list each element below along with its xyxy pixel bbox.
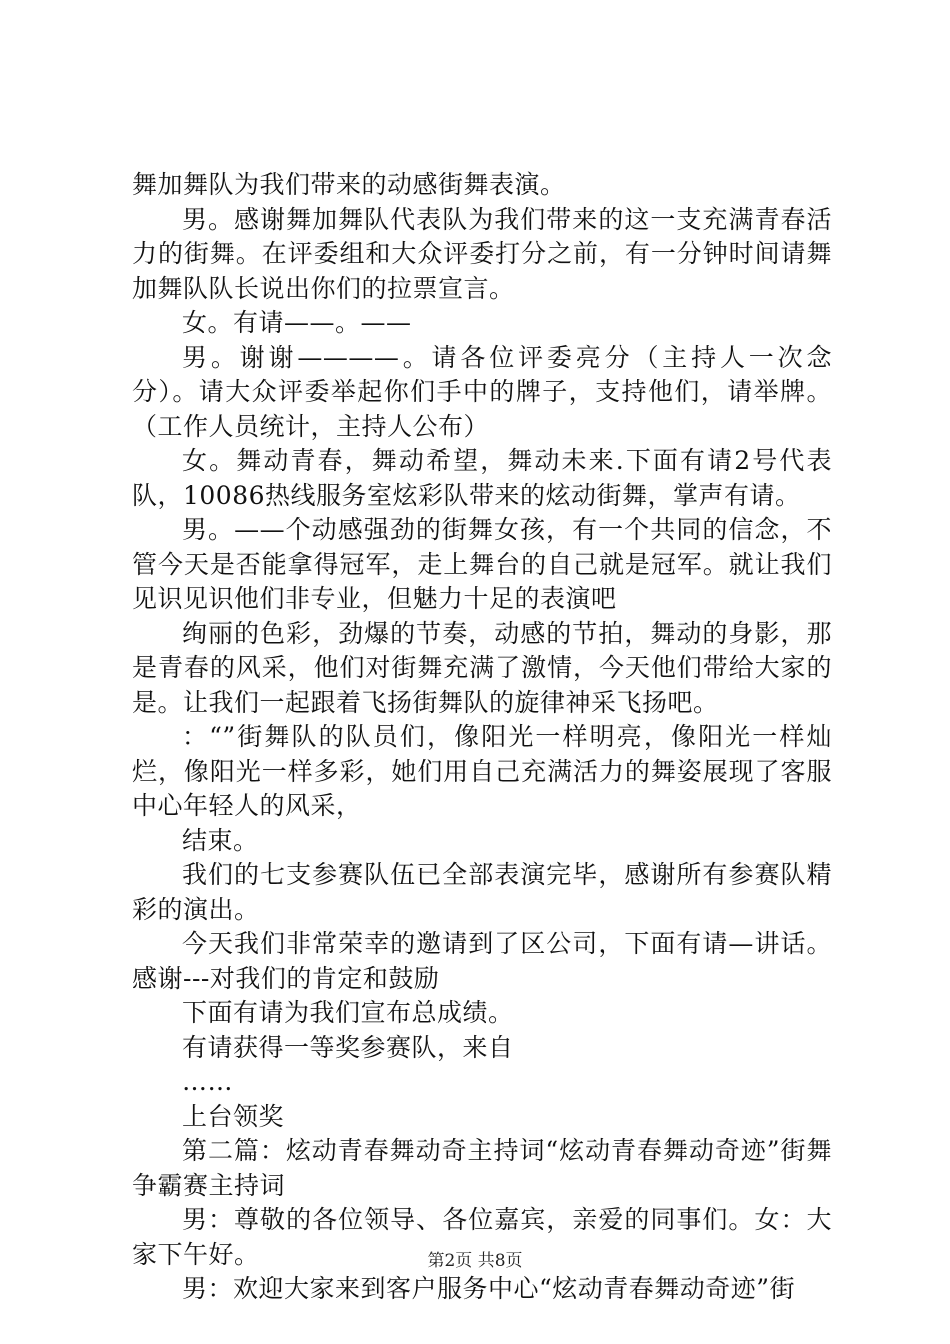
paragraph: 女。有请——。——	[182, 308, 412, 337]
paragraph: 男。——个动感强劲的街舞女孩，有一个共同的信念，不管今天是否能拿得冠军，走上舞台的自己就是冠军。就让我们见识见识他们非专业，但魅力十足的表演吧	[132, 515, 832, 613]
paragraph: 男：尊敬的各位领导、各位嘉宾，亲爱的同事们。女：大家下午好。	[132, 1205, 832, 1269]
document-body	[132, 168, 832, 1307]
paragraph: 第二篇：炫动青春舞动奇主持词“炫动青春舞动奇迹”街舞争霸赛主持词	[132, 1136, 832, 1200]
paragraph: ：“”街舞队的队员们，像阳光一样明亮，像阳光一样灿烂，像阳光一样多彩，她们用自己充满活力的舞姿展现了客服中心年轻人的风采，	[132, 722, 832, 820]
paragraph: 男。谢谢————。请各位评委亮分（主持人一次念分）。请大众评委举起你们手中的牌子，支持他们，请举牌。（工作人员统计，主持人公布）	[132, 342, 832, 441]
paragraph: 结束。	[182, 825, 259, 855]
paragraph: 舞加舞队为我们带来的动感街舞表演。	[132, 170, 566, 199]
paragraph: 有请获得一等奖参赛队，来自	[182, 1032, 514, 1062]
paragraph: ……	[182, 1067, 233, 1096]
paragraph: 男。感谢舞加舞队代表队为我们带来的这一支充满青春活力的街舞。在评委组和大众评委打分之前，有一分钟时间请舞加舞队队长说出你们的拉票宣言。	[132, 204, 832, 303]
paragraph: 女。舞动青春，舞动希望，舞动未来.下面有请2号代表队，10086热线服务室炫彩队带来的炫动街舞，掌声有请。	[132, 446, 832, 510]
paragraph: 我们的七支参赛队伍已全部表演完毕，感谢所有参赛队精彩的演出。	[132, 860, 832, 924]
paragraph: 男：欢迎大家来到客户服务中心“炫动青春舞动奇迹”街	[182, 1274, 796, 1303]
paragraph: 下面有请为我们宣布总成绩。	[182, 998, 514, 1027]
paragraph: 上台领奖	[182, 1101, 285, 1131]
paragraph: 今天我们非常荣幸的邀请到了区公司，下面有请—讲话。感谢---对我们的肯定和鼓励	[132, 929, 832, 993]
page-number-footer: 第2页 共8页	[427, 1251, 523, 1271]
paragraph: 绚丽的色彩，劲爆的节奏，动感的节拍，舞动的身影，那是青春的风采，他们对街舞充满了激情，今天他们带给大家的是。让我们一起跟着飞扬街舞队的旋律神采飞扬吧。	[132, 618, 832, 717]
